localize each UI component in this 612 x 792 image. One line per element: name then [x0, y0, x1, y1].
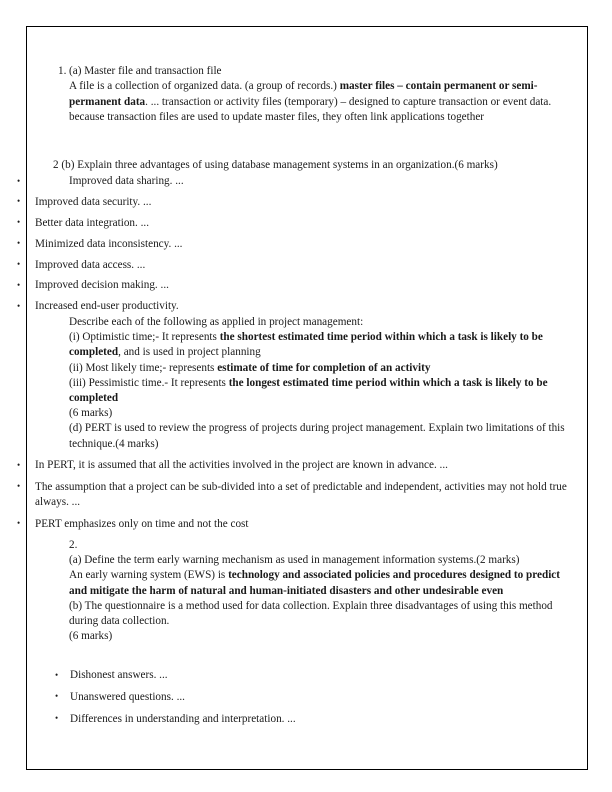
pert-limitations-list: [17, 458, 573, 539]
question-1-answer-text-2: . ... transaction or activity files (temporary) – designed to capture transaction or event data. because transaction files are used to update master files, they often link applications together: [69, 95, 552, 123]
bullet-icon: •: [17, 481, 21, 492]
section-2-answer-prefix: An early warning system (EWS) is: [69, 569, 229, 582]
pm-most-likely-bold: estimate of time for completion of an activity: [217, 361, 431, 374]
question-1-marker: 1.: [58, 65, 67, 77]
list-item: [17, 195, 435, 210]
bullet-icon: •: [55, 713, 59, 724]
list-item-label: Minimized data inconsistency. ...: [35, 237, 183, 250]
pm-optimistic-bold: the shortest estimated time period within which a task is likely to be completed: [69, 331, 543, 359]
pm-pessimistic-prefix: (iii) Pessimistic time.- It represents: [69, 376, 229, 389]
list-item-label: Unanswered questions. ...: [70, 690, 185, 703]
bullet-icon: •: [17, 459, 21, 470]
section-2-question-a: (a) Define the term early warning mechanism as used in management information systems.(2 marks): [69, 554, 520, 567]
list-item-label: Improved data sharing. ...: [69, 175, 184, 187]
list-item-label: Better data integration. ...: [35, 216, 150, 229]
question-1-block: [58, 64, 569, 125]
questionnaire-disadvantages-list: [55, 668, 500, 733]
list-item-label: Improved data security. ...: [35, 195, 152, 208]
list-item: [17, 299, 435, 314]
list-item: [17, 458, 573, 473]
list-item-label: Improved decision making. ...: [35, 279, 169, 292]
section-2-block: [69, 538, 569, 644]
pm-optimistic-suffix: , and is used in project planning: [118, 346, 261, 359]
list-item: [17, 480, 573, 511]
dbms-advantages-list: [17, 174, 435, 320]
section-2-question-b: (b) The questionnaire is a method used for data collection. Explain three disadvantages of using this method during data collection.: [69, 599, 553, 628]
bullet-icon: •: [17, 518, 21, 529]
list-item-label: Differences in understanding and interpretation. ...: [70, 712, 296, 725]
bullet-icon: •: [17, 279, 21, 290]
bullet-icon: •: [55, 691, 59, 702]
list-item: [55, 712, 500, 727]
bullet-icon: •: [17, 300, 21, 311]
project-management-block: [69, 315, 571, 452]
list-item-label: Dishonest answers. ...: [70, 669, 168, 681]
pm-marks: (6 marks): [69, 407, 113, 420]
list-item-label: Increased end-user productivity.: [35, 300, 179, 313]
list-item: [17, 517, 573, 532]
list-item: [17, 237, 435, 252]
pm-most-likely: [69, 361, 571, 376]
list-item-label: Improved data access. ...: [35, 258, 146, 271]
bullet-icon: •: [17, 196, 21, 207]
question-2b-text: 2 (b) Explain three advantages of using database management systems in an organization.(6 marks): [53, 159, 498, 171]
list-item-label: In PERT, it is assumed that all the activities involved in the project are known in advance. ...: [35, 459, 448, 471]
question-1-part-a: (a) Master file and transaction file: [69, 65, 222, 77]
bullet-icon: •: [17, 175, 21, 186]
list-item: [17, 278, 435, 293]
list-item: [17, 174, 435, 189]
list-item-label: PERT emphasizes only on time and not the cost: [35, 517, 249, 530]
list-item: [55, 690, 500, 705]
pm-optimistic: [69, 330, 571, 360]
list-item: [17, 216, 435, 231]
section-2-marks-b: (6 marks): [69, 630, 113, 643]
pm-pessimistic-bold: the longest estimated time period within which a task is likely to be completed: [69, 376, 548, 405]
list-item: [55, 668, 500, 683]
section-2-marker: 2.: [69, 539, 78, 551]
pm-optimistic-prefix: (i) Optimistic time;- It represents: [69, 331, 220, 344]
pm-pessimistic: [69, 376, 571, 406]
list-item: [17, 258, 435, 273]
question-1-body: [69, 64, 569, 125]
bullet-icon: •: [17, 259, 21, 270]
pm-intro: Describe each of the following as applied in project management:: [69, 316, 364, 328]
section-2-answer-a: [69, 568, 569, 598]
pm-most-likely-prefix: (ii) Most likely time;- represents: [69, 361, 218, 374]
list-item-label: The assumption that a project can be sub-divided into a set of predictable and independent, activities may not hold true always. ...: [35, 480, 567, 509]
bullet-icon: •: [17, 217, 21, 228]
question-1-answer-bold: master files – contain permanent or semi-permanent data: [69, 80, 538, 108]
section-2-answer-bold: technology and associated policies and procedures designed to predict and mitigate the harm of natural and human-initiated disasters and other undesirable even: [69, 569, 560, 597]
bullet-icon: •: [55, 669, 59, 680]
question-1-answer-text-1: A file is a collection of organized data. (a group of records.): [69, 80, 340, 93]
pm-pert-question: (d) PERT is used to review the progress of projects during project management. Explain two limitations of this technique.(4 marks): [69, 422, 565, 450]
bullet-icon: •: [17, 238, 21, 249]
